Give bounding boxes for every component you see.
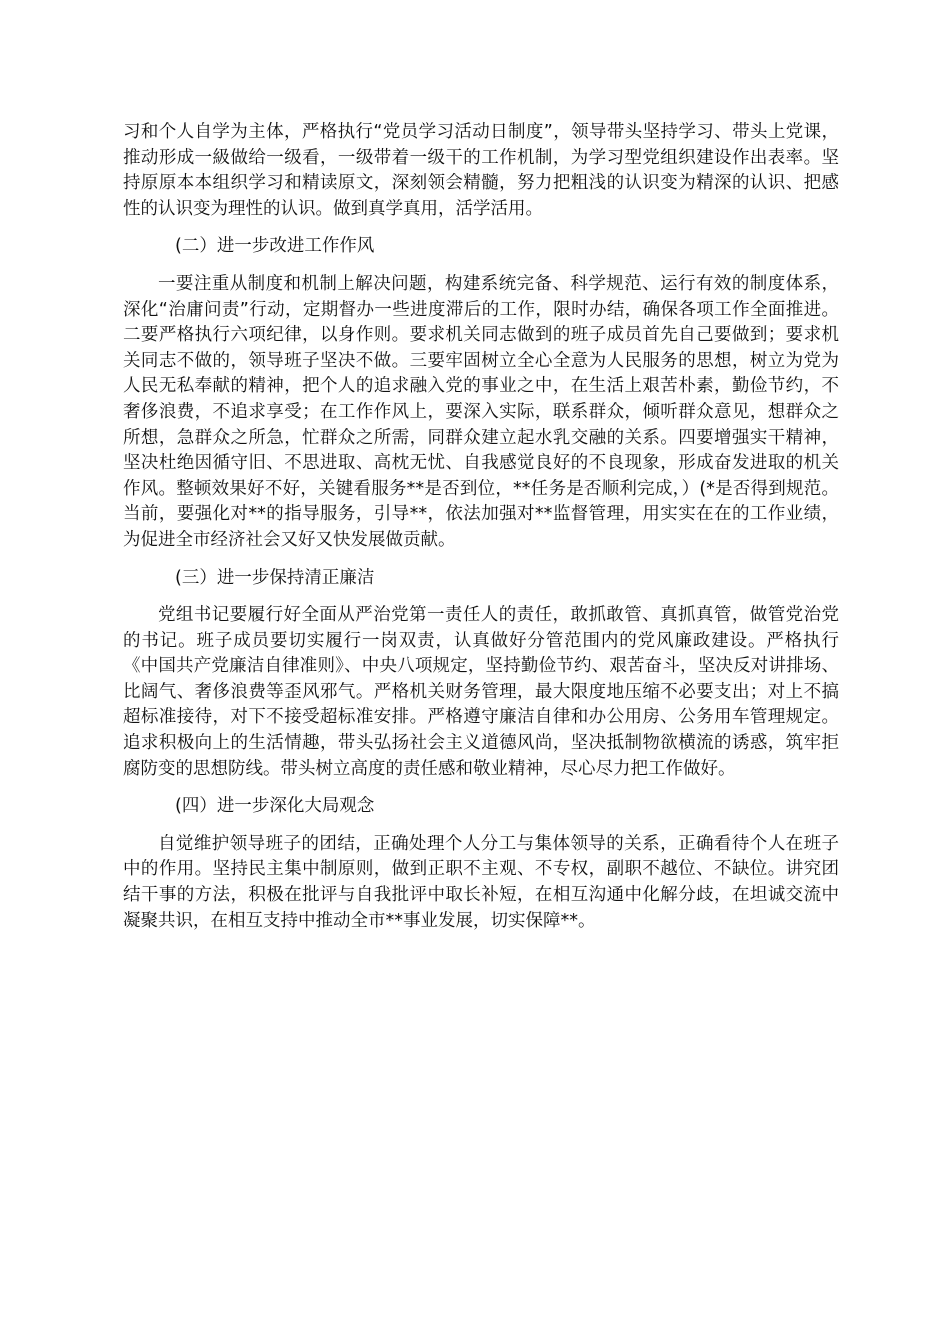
section-body-2: 一要注重从制度和机制上解决问题，构建系统完备、科学规范、运行有效的制度体系，深化“治庸问责”行动，定期督办一些进度滞后的工作，限时办结，确保各项工作全面推进。二要严格执行六项纪律，以身作则。要求机关同志做到的班子成员首先自己要做到；要求机关同志不做的，领导班子坚决不做。三要牢固树立全心全意为人民服务的思想，树立为党为人民无私奉献的精神，把个人的追求融入党的事业之中，在生活上艰苦朴素，勤俭节约，不奢侈浪费，不追求享受；在工作作风上，要深入实际，联系群众，倾听群众意见，想群众之所想，急群众之所急，忙群众之所需，同群众建立起水乳交融的关系。四要增强实干精神，坚决杜绝因循守旧、不思进取、高枕无忧、自我感觉良好的不良现象，形成奋发进取的机关作风。整顿效果好不好，关键看服务**是否到位，**任务是否顺利完成，）(*是否得到规范。当前，要强化对**的指导服务，引导**，依法加强对**监督管理，用实实在在的工作业绩，为促进全市经济社会又好又快发展做贡献。: [123, 273, 839, 550]
intro-paragraph: 习和个人自学为主体，严格执行“党员学习活动日制度”，领导带头坚持学习、带头上党课，推动形成一級做给一级看，一级带着一级干的工作机制，为学习型党组织建设作出表率。坚持原原本本组织学习和精读原文，深刻领会精髓，努力把粗浅的认识变为精深的认识、把感性的认识变为理性的认识。做到真学真用，活学活用。: [123, 122, 839, 219]
section-heading-3: (三）进一步保持清正廉洁: [175, 567, 375, 588]
section-body-3: 党组书记要履行好全面从严治党第一责任人的责任，敢抓敢管、真抓真管，做管党治党的书记。班子成员要切实履行一岗双责，认真做好分管范围内的党风廉政建设。严格执行《中国共产党廉洁自律准则》、中央八项规定，坚持勤俭节约、艰苦奋斗，坚决反对讲排场、比阔气、奢侈浪费等歪风邪气。严格机关财务管理，最大限度地压缩不必要支出；对上不搞超标准接待，对下不接受超标准安排。严格遵守廉洁自律和办公用房、公务用车管理规定。追求积极向上的生活情趣，带头弘扬社会主义道德风尚，坚决抵制物欲横流的诱惑，筑牢拒腐防变的思想防线。带头树立高度的责任感和敬业精神，尽心尽力把工作做好。: [123, 605, 839, 779]
document-body: [123, 120, 839, 934]
section-body-4: 自觉维护领导班子的团结，正确处理个人分工与集体领导的关系，正确看待个人在班子中的作用。坚持民主集中制原则，做到正职不主观、不专权，副职不越位、不缺位。讲究团结干事的方法，积极在批评与自我批评中取长补短，在相互沟通中化解分歧，在坦诚交流中凝聚共识，在相互支持中推动全市**事业发展，切实保障**。: [123, 833, 839, 931]
section-heading-2: (二）进一步改进工作作风: [175, 236, 375, 257]
section-heading-4: (四）进一步深化大局观念: [175, 796, 375, 817]
